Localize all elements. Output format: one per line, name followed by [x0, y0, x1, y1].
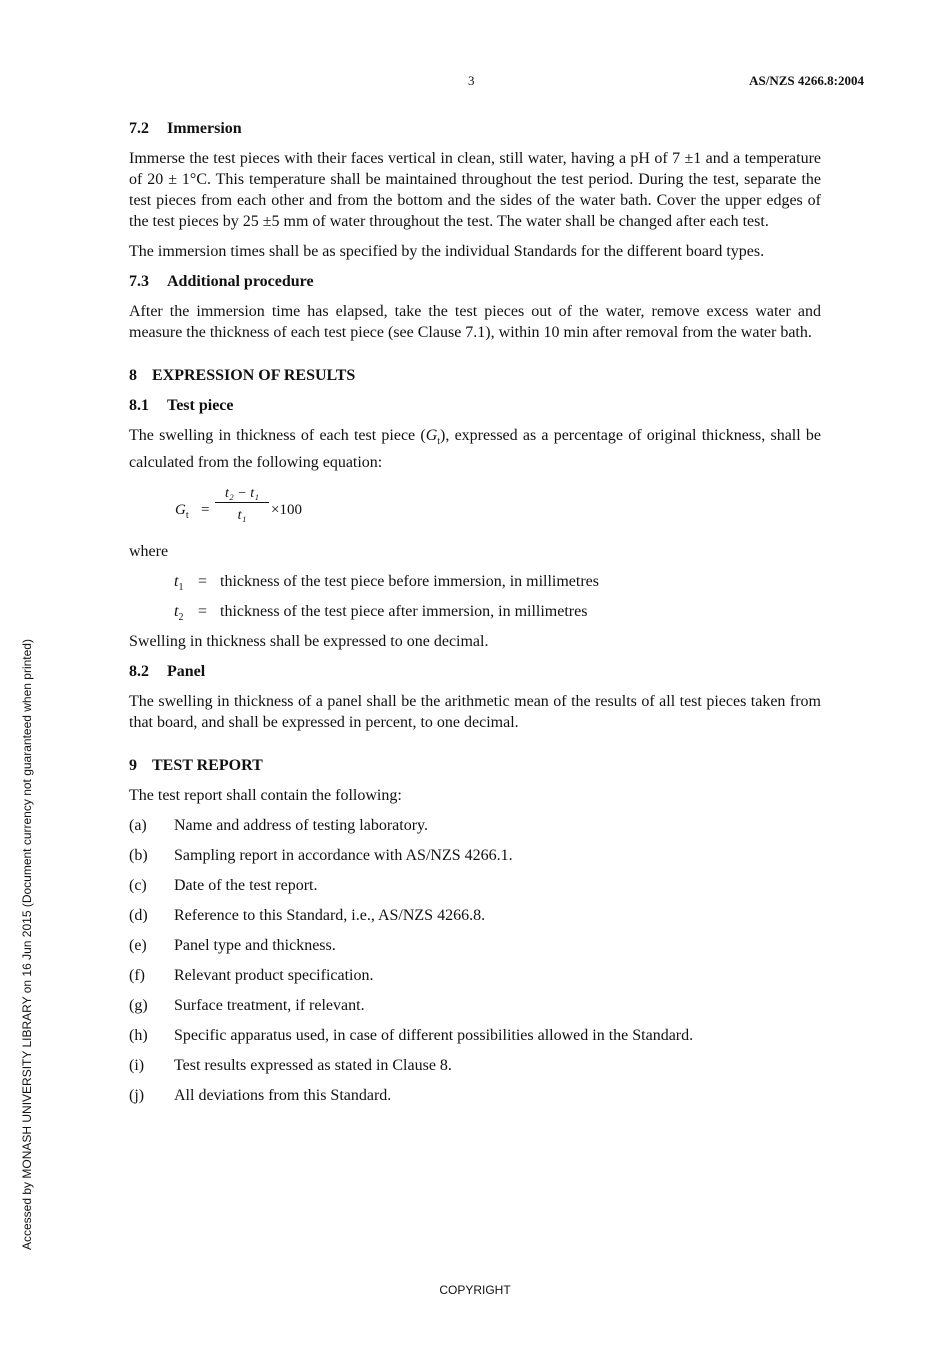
paragraph: The immersion times shall be as specified by the individual Standards for the different board types.: [129, 243, 765, 260]
paragraph: Swelling in thickness shall be expressed to one decimal.: [129, 633, 489, 651]
section-heading-8: 8 EXPRESSION OF RESULTS: [129, 367, 356, 384]
section-heading-7-3: 7.3 Additional procedure: [129, 273, 314, 290]
paragraph: The test report shall contain the following:: [129, 787, 402, 805]
list-item: (e) Panel type and thickness.: [129, 937, 336, 955]
list-item: (i) Test results expressed as stated in Clause 8.: [129, 1057, 452, 1075]
swelling-equation: $G_t$ = $\frac{\text{t₂ − t₁}}{\text{t₁}}$ ×100: [175, 483, 821, 541]
section-heading-8-1: 8.1 Test piece: [129, 397, 234, 414]
fraction: $\frac{\text{t₂ − t₁}}{\text{t₁}}$: [215, 483, 269, 526]
standard-id: AS/NZS 4266.8:2004: [749, 73, 864, 88]
definition-row: $t_2$ = thickness of the test piece after immersion, in millimetres: [174, 603, 588, 624]
paragraph: The swelling in thickness of a panel shall be the arithmetic mean of the results of all test pieces taken from that board, and shall be expressed in percent, to one decimal.: [129, 693, 821, 732]
page-number: 3: [468, 73, 475, 88]
list-item: (h) Specific apparatus used, in case of different possibilities allowed in the Standard.: [129, 1027, 694, 1045]
access-watermark: Accessed by MONASH UNIVERSITY LIBRARY on 16 Jun 2015 (Document currency not guaranteed when printed): [20, 639, 34, 1250]
definition-row: $t_1$ = thickness of the test piece before immersion, in millimetres: [174, 573, 600, 594]
section-heading-8-2: 8.2 Panel: [129, 663, 206, 681]
list-item: (a) Name and address of testing laboratory.: [129, 817, 428, 835]
document-body: [129, 118, 821, 1106]
section-heading-7-2: 7.2 Immersion: [129, 120, 242, 137]
list-item: (f) Relevant product specification.: [129, 967, 374, 985]
report-list: [129, 806, 821, 1106]
list-item: (c) Date of the test report.: [129, 877, 318, 895]
list-item: (d) Reference to this Standard, i.e., AS/NZS 4266.8.: [129, 907, 486, 925]
paragraph: The swelling in thickness of each test piece $(G_t)$, expressed as a percentage of original thickness, shall be calculated from the following equation:: [129, 427, 821, 472]
list-item: (g) Surface treatment, if relevant.: [129, 997, 365, 1015]
paragraph: Immerse the test pieces with their faces vertical in clean, still water, having a pH of 7 ±1 and a temperature of 20 ± 1°C. This temperature shall be maintained throughout the test period. During the test, separate the test pieces from each other and from the bottom and the sides of the water bath. Cover the upper edges of the test pieces by 25 ±5 mm of water throughout the test. The water shall be changed after each test.: [129, 150, 821, 230]
copyright-footer: COPYRIGHT: [439, 1283, 511, 1297]
list-item: (j) All deviations from this Standard.: [129, 1087, 392, 1105]
paragraph: After the immersion time has elapsed, take the test pieces out of the water, remove excess water and measure the thickness of each test piece (see Clause 7.1), within 10 min after removal from the water bath.: [129, 303, 821, 341]
where-label: where: [129, 543, 169, 561]
list-item: (b) Sampling report in accordance with AS/NZS 4266.1.: [129, 847, 513, 865]
section-heading-9: 9 TEST REPORT: [129, 757, 263, 775]
